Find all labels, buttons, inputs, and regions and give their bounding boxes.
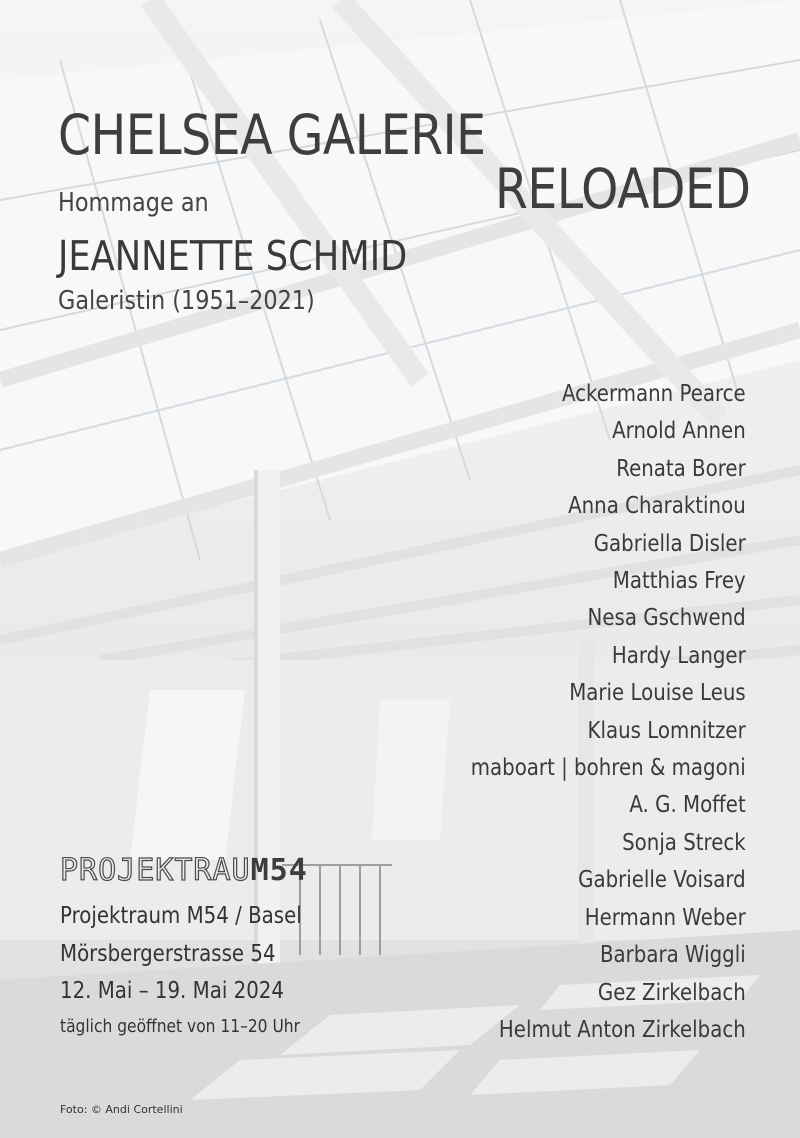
artist-name: Renata Borer <box>616 455 746 482</box>
artist-name: Gez Zirkelbach <box>598 979 746 1006</box>
artist-name: Anna Charaktinou <box>568 493 746 520</box>
hommage-label: Hommage an <box>58 188 209 218</box>
artist-name: Gabriella Disler <box>593 530 746 557</box>
honoree-role: Galeristin (1951–2021) <box>58 286 315 316</box>
artist-name: Hermann Weber <box>584 904 746 931</box>
artist-name: Marie Louise Leus <box>569 680 746 707</box>
artist-name: Helmut Anton Zirkelbach <box>499 1016 746 1043</box>
artist-list <box>426 376 746 1049</box>
artist-name: Nesa Gschwend <box>587 605 746 632</box>
artist-name: Arnold Annen <box>612 418 746 445</box>
artist-name: Gabrielle Voisard <box>578 867 746 894</box>
honoree-name: JEANNETTE SCHMID <box>58 232 408 280</box>
logo-solid-text: M54 <box>250 853 308 888</box>
exhibition-dates: 12. Mai – 19. Mai 2024 <box>60 978 284 1004</box>
artist-name: A. G. Moffet <box>629 792 746 819</box>
venue-address: Mörsbergerstrasse 54 <box>60 941 276 967</box>
artist-name: Sonja Streck <box>622 829 746 856</box>
opening-hours: täglich geöffnet von 11–20 Uhr <box>60 1016 300 1037</box>
artist-name: Hardy Langer <box>612 642 746 669</box>
logo-outline-text: PROJEKTRAU <box>60 853 251 888</box>
exhibition-title-line-1: CHELSEA GALERIE <box>58 103 486 167</box>
artist-name: Klaus Lomnitzer <box>587 717 746 744</box>
artist-name: Barbara Wiggli <box>600 942 746 969</box>
photo-credit: Foto: © Andi Cortellini <box>60 1103 183 1116</box>
artist-name: Matthias Frey <box>613 568 746 595</box>
projektraum-logo <box>60 853 308 888</box>
artist-name: maboart | bohren & magoni <box>471 755 746 782</box>
venue-name: Projektraum M54 / Basel <box>60 903 302 929</box>
exhibition-title-line-2: RELOADED <box>495 157 751 221</box>
artist-name: Ackermann Pearce <box>562 381 746 407</box>
